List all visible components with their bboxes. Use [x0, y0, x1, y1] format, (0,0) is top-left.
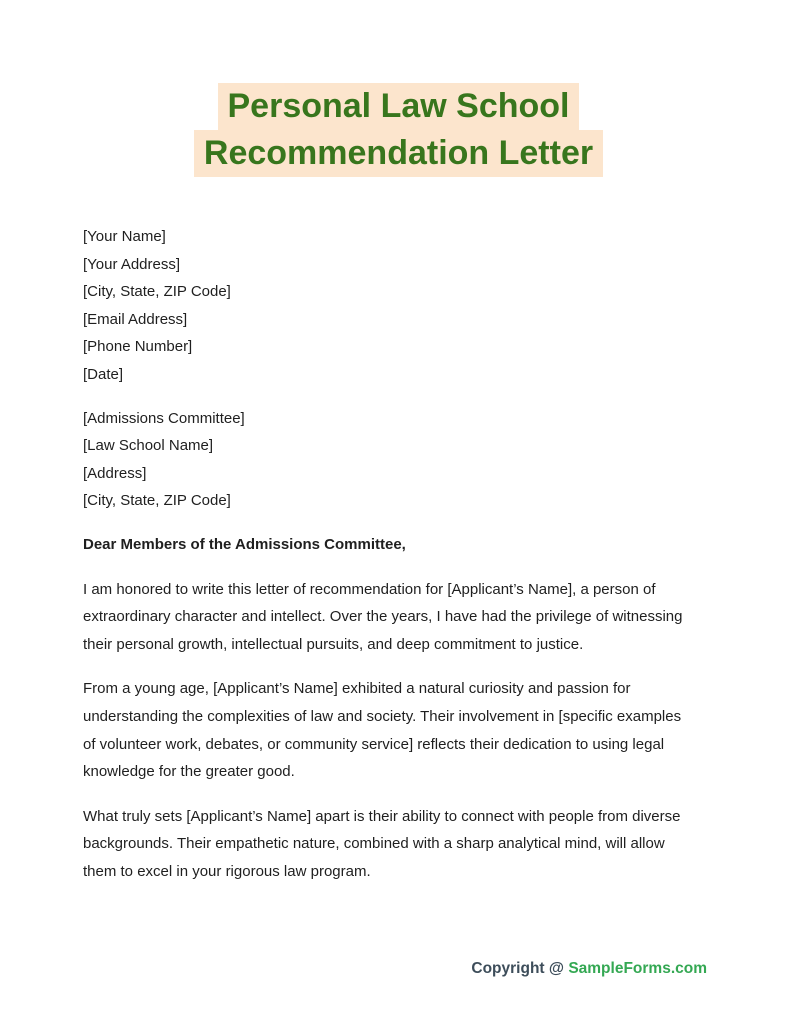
page-footer	[471, 960, 707, 978]
paragraph-3: What truly sets [Applicant’s Name] apart is their ability to connect with people from diverse backgrounds. Their empathetic nature, combined with a sharp analytical mind, will allow them to excel in your rigorous law program.	[83, 807, 681, 880]
title-line-2-wrap	[0, 130, 797, 177]
sender-line-email: [Email Address]	[83, 310, 188, 328]
sender-line-name: [Your Name]	[83, 228, 166, 245]
recipient-block	[83, 405, 697, 515]
sender-block	[83, 223, 697, 389]
sender-line-address: [Your Address]	[83, 255, 181, 273]
paragraph-2: From a young age, [Applicant’s Name] exhibited a natural curiosity and passion for understanding the complexities of law and society. Their involvement in [specific examples of volunteer work, debates, or community service] reflects their dedication to using legal knowledge for the greater good.	[83, 680, 682, 781]
title-line-2: Recommendation Letter	[194, 130, 603, 177]
copyright-text: Copyright @	[471, 960, 569, 977]
letter-title	[0, 0, 797, 177]
brand-link[interactable]: SampleForms.com	[568, 960, 707, 977]
recipient-line-city-state-zip: [City, State, ZIP Code]	[83, 492, 231, 510]
recipient-line-school: [Law School Name]	[83, 437, 214, 455]
sender-line-date: [Date]	[83, 365, 124, 383]
sender-line-city-state-zip: [City, State, ZIP Code]	[83, 283, 231, 301]
recipient-line-address: [Address]	[83, 464, 147, 482]
letter-body	[0, 177, 797, 885]
sender-line-phone: [Phone Number]	[83, 338, 193, 356]
paragraph-1: I am honored to write this letter of recommendation for [Applicant’s Name], a person of extraordinary character and intellect. Over the years, I have had the privilege of witnessing their personal growth, intellectual pursuits, and deep commitment to justice.	[83, 580, 683, 653]
recipient-line-committee: [Admissions Committee]	[83, 409, 245, 427]
title-line-1: Personal Law School	[218, 83, 580, 130]
salutation: Dear Members of the Admissions Committee,	[83, 535, 406, 553]
title-line-1-wrap	[0, 83, 797, 130]
